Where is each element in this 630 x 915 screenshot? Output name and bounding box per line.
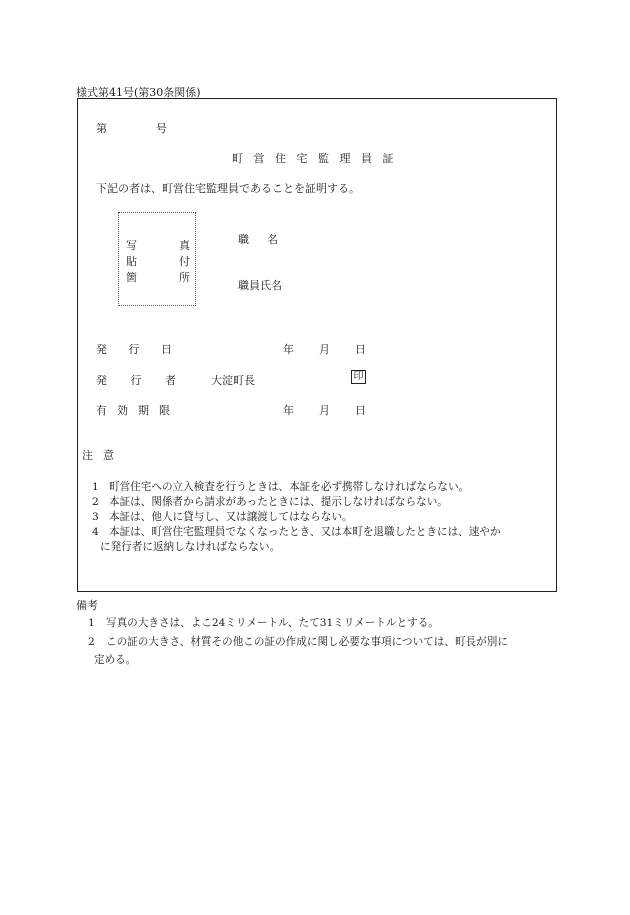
- remark-item: [88, 634, 508, 649]
- label-char: 発: [96, 343, 107, 356]
- position-label: 職名: [238, 233, 296, 246]
- notice-index: 3: [92, 511, 99, 523]
- issuer-name: 大淀町長: [211, 374, 255, 387]
- certificate-number-row: [96, 120, 167, 136]
- validity-period-label: [96, 402, 170, 418]
- validity-year-unit: 年: [283, 404, 294, 417]
- issuer-label: [96, 372, 176, 388]
- notice-item: [92, 524, 501, 539]
- remark-text: 写真の大きさは、よこ24ミリメートル、たて31ミリメートルとする。: [106, 617, 439, 629]
- label-char: 限: [159, 404, 170, 417]
- photo-area-char: 箇: [126, 271, 137, 284]
- photo-area-char: 写: [126, 239, 137, 252]
- validity-month-unit: 月: [319, 404, 330, 417]
- notice-text: 町営住宅への立入検査を行うときは、本証を必ず携帯しなければならない。: [109, 481, 470, 493]
- notice-item-continuation: に発行者に返納しなければならない。: [100, 541, 281, 553]
- notice-text: 本証は、他人に貸与し、又は譲渡してはならない。: [109, 511, 353, 523]
- photo-area-line-2: [126, 253, 190, 269]
- issue-day-unit: 日: [355, 343, 366, 356]
- remark-item-continuation: 定める。: [94, 654, 137, 666]
- issue-date-label: [96, 341, 172, 357]
- notice-index: 1: [92, 481, 99, 493]
- photo-area-char: 真: [179, 239, 190, 252]
- label-char: 期: [138, 404, 149, 417]
- photo-area-char: 付: [179, 255, 190, 268]
- label-char: 有: [96, 404, 107, 417]
- remark-index: 2: [88, 636, 95, 648]
- issue-month-unit: 月: [319, 343, 330, 356]
- notice-text: 本証は、関係者から請求があったときには、提示しなければならない。: [109, 496, 448, 508]
- certification-statement: 下記の者は、町営住宅監理員であることを証明する。: [96, 182, 360, 195]
- staff-name-label: 職員氏名: [238, 279, 282, 292]
- photo-area-char: 貼: [126, 255, 137, 268]
- validity-day-unit: 日: [355, 404, 366, 417]
- notice-index: 4: [92, 526, 99, 538]
- seal-mark: 印: [351, 370, 366, 384]
- label-char: 行: [128, 343, 140, 356]
- remark-text: この証の大きさ、材質その他この証の作成に関し必要な事項については、町長が別に: [106, 636, 508, 648]
- photo-attachment-area: [118, 212, 196, 306]
- photo-area-line-1: [126, 237, 190, 253]
- remark-index: 1: [88, 617, 95, 629]
- notice-item: [92, 509, 353, 524]
- certificate-title: 町営住宅監理員証: [232, 152, 404, 165]
- remarks-heading: 備考: [76, 599, 98, 612]
- photo-area-line-3: [126, 269, 190, 285]
- label-char: 日: [161, 343, 172, 356]
- label-char: 者: [165, 374, 176, 387]
- number-suffix: 号: [156, 122, 167, 135]
- notice-heading: 注意: [82, 449, 124, 462]
- photo-area-char: 所: [179, 271, 190, 284]
- number-prefix: 第: [96, 122, 107, 135]
- label-char: 発: [96, 374, 107, 387]
- remark-item: [88, 615, 439, 630]
- notice-text: 本証は、町営住宅監理員でなくなったとき、又は本町を退職したときには、速やか: [109, 526, 501, 538]
- notice-index: 2: [92, 496, 99, 508]
- issue-year-unit: 年: [283, 343, 294, 356]
- form-number-label: 様式第41号(第30条関係): [76, 86, 201, 99]
- label-char: 効: [117, 404, 128, 417]
- notice-item: [92, 494, 448, 509]
- notice-item: [92, 479, 469, 494]
- label-char: 行: [130, 374, 142, 387]
